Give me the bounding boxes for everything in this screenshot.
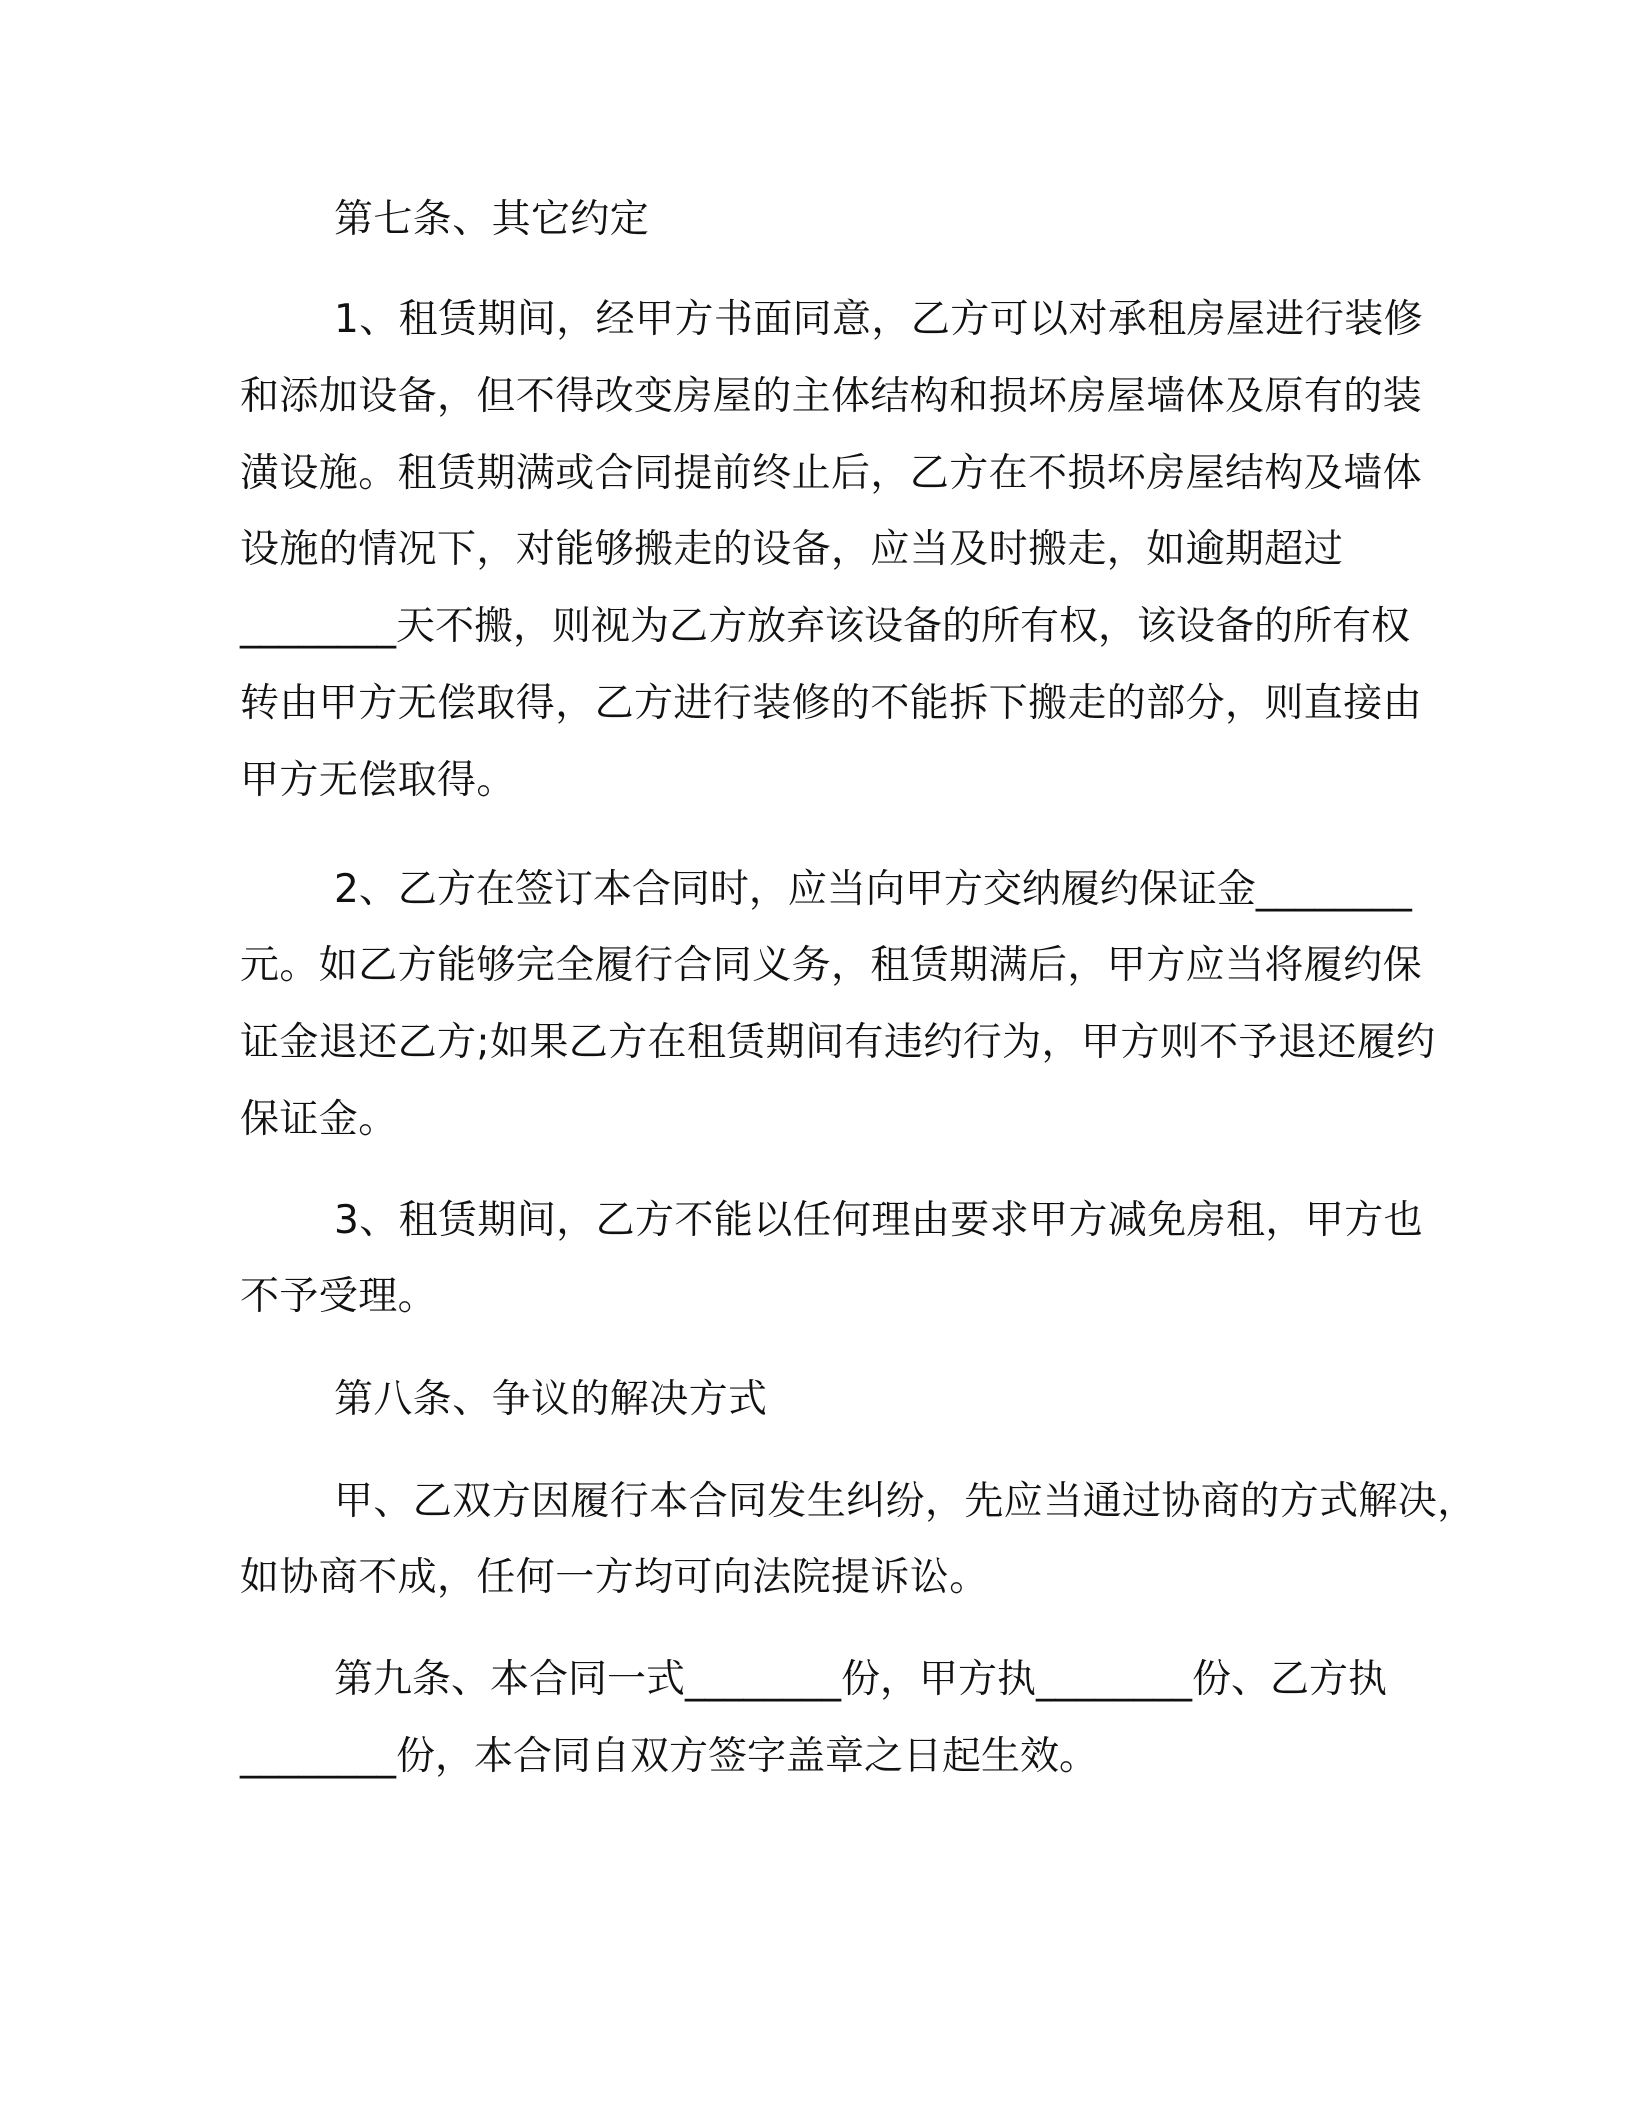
article7-heading: 第七条、其它约定 — [334, 197, 650, 242]
article7-clause1-line-6: 转由甲方无偿取得，乙方进行装修的不能拆下搬走的部分，则直接由 — [240, 681, 1423, 726]
article7-clause2-line-4: 保证金。 — [240, 1097, 398, 1142]
article7-clause1-line-7: 甲方无偿取得。 — [240, 758, 516, 803]
article9-line-1: 第九条、本合同一式________份，甲方执________份、乙方执 — [334, 1657, 1388, 1702]
article7-clause3-line-1: 3、租赁期间，乙方不能以任何理由要求甲方减免房租，甲方也 — [334, 1198, 1424, 1243]
article7-clause3-line-2: 不予受理。 — [240, 1274, 438, 1319]
article7-clause1-line-5: ________天不搬，则视为乙方放弃该设备的所有权，该设备的所有权 — [240, 604, 1411, 649]
article7-clause1-line-3: 潢设施。租赁期满或合同提前终止后，乙方在不损坏房屋结构及墙体 — [240, 451, 1423, 496]
article7-clause1-line-4: 设施的情况下，对能够搬走的设备，应当及时搬走，如逾期超过 — [240, 527, 1344, 572]
article9-line-2: ________份，本合同自双方签字盖章之日起生效。 — [240, 1734, 1099, 1779]
article8-heading: 第八条、争议的解决方式 — [334, 1377, 768, 1422]
article7-clause1-line-1: 1、租赁期间，经甲方书面同意，乙方可以对承租房屋进行装修 — [334, 297, 1424, 342]
article7-clause1-line-2: 和添加设备，但不得改变房屋的主体结构和损坏房屋墙体及原有的装 — [240, 374, 1423, 419]
article7-clause2-line-1: 2、乙方在签订本合同时，应当向甲方交纳履约保证金________ — [334, 867, 1412, 912]
article8-body-line-1: 甲、乙双方因履行本合同发生纠纷，先应当通过协商的方式解决， — [334, 1479, 1477, 1524]
article7-clause2-line-2: 元。如乙方能够完全履行合同义务，租赁期满后，甲方应当将履约保 — [240, 943, 1423, 988]
article8-body-line-2: 如协商不成，任何一方均可向法院提诉讼。 — [240, 1555, 989, 1600]
article7-clause2-line-3: 证金退还乙方;如果乙方在租赁期间有违约行为，甲方则不予退还履约 — [240, 1020, 1436, 1065]
